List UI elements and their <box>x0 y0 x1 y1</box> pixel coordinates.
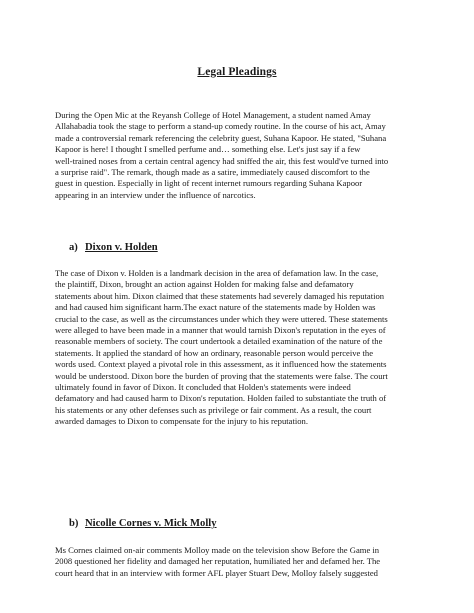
text-line: Kapoor is here! I thought I smelled perfume and… something else. Let's just say if a few <box>55 144 361 155</box>
section-a-title: Dixon v. Holden <box>85 242 158 253</box>
section-marker: b) <box>69 518 79 529</box>
text-line: ultimately found in favor of Dixon. It concluded that Holden's statements were indeed <box>55 382 351 393</box>
text-line: would be understood. Dixon bore the burden of proving that the statements were false. The court <box>55 370 388 381</box>
text-line: guest in question. Especially in light of recent internet rumours regarding Suhana Kapoor <box>55 178 363 189</box>
text-line: words used. Context played a pivotal role in this assessment, as it influenced how the statements <box>55 359 387 370</box>
text-line: The case of Dixon v. Holden is a landmark decision in the area of defamation law. In the case, <box>55 268 379 278</box>
text-line: statements about him. Dixon claimed that these statements had severely damaged his reputation <box>55 290 385 301</box>
text-line: and had caused him significant harm.The exact nature of the statements made by Holden was <box>55 302 376 313</box>
section-a-heading <box>69 242 158 253</box>
section-b-paragraph <box>55 545 425 579</box>
section-b-title: Nicolle Cornes v. Mick Molly <box>85 518 217 529</box>
text-line: reasonable members of society. The court undertook a detailed examination of the nature of the <box>55 336 383 347</box>
section-b-heading <box>69 518 217 529</box>
text-line: well-trained noses from a certain central agency had sniffed the air, this fest would've turned into <box>55 155 389 166</box>
text-line: awarded damages to Dixon to compensate for the injury to his reputation. <box>55 416 308 427</box>
text-line: court heard that in an interview with former AFL player Stuart Dew, Molloy falsely suggested <box>55 567 378 578</box>
text-line: statements. It applied the standard of how an ordinary, reasonable person would perceive the <box>55 347 374 358</box>
text-line: his statements or any other defenses such as privilege or fair comment. As a result, the court <box>55 404 372 415</box>
text-line: the plaintiff, Dixon, brought an action against Holden for making false and defamatory <box>55 279 354 290</box>
text-line: defamatory and had caused harm to Dixon's reputation. Holden failed to substantiate the truth of <box>55 393 387 404</box>
text-line: appearing in an interview under the influence of narcotics. <box>55 189 256 200</box>
text-line: 2008 questioned her fidelity and damaged her reputation, humiliated her and defamed her. The <box>55 556 381 567</box>
section-marker: a) <box>69 242 78 253</box>
section-a-paragraph <box>55 268 425 428</box>
text-line: Ms Cornes claimed on-air comments Molloy made on the television show Before the Game in <box>55 545 380 555</box>
text-line: made a controversial remark referencing the celebrity guest, Suhana Kapoor. He stated, "Suhana <box>55 132 387 143</box>
document-title: Legal Pleadings <box>197 66 277 78</box>
text-line: During the Open Mic at the Reyansh College of Hotel Management, a student named Amay <box>55 110 371 120</box>
intro-paragraph <box>55 110 425 201</box>
text-line: Allahabadia took the stage to perform a stand-up comedy routine. In the course of his act, Amay <box>55 121 386 132</box>
text-line: a surprise raid". The remark, though made as a satire, immediately caused discomfort to the <box>55 167 370 178</box>
text-line: crucial to the case, as well as the circumstances under which they were uttered. These statements <box>55 313 388 324</box>
text-line: were alleged to have been made in a manner that would tarnish Dixon's reputation in the eyes of <box>55 325 386 336</box>
